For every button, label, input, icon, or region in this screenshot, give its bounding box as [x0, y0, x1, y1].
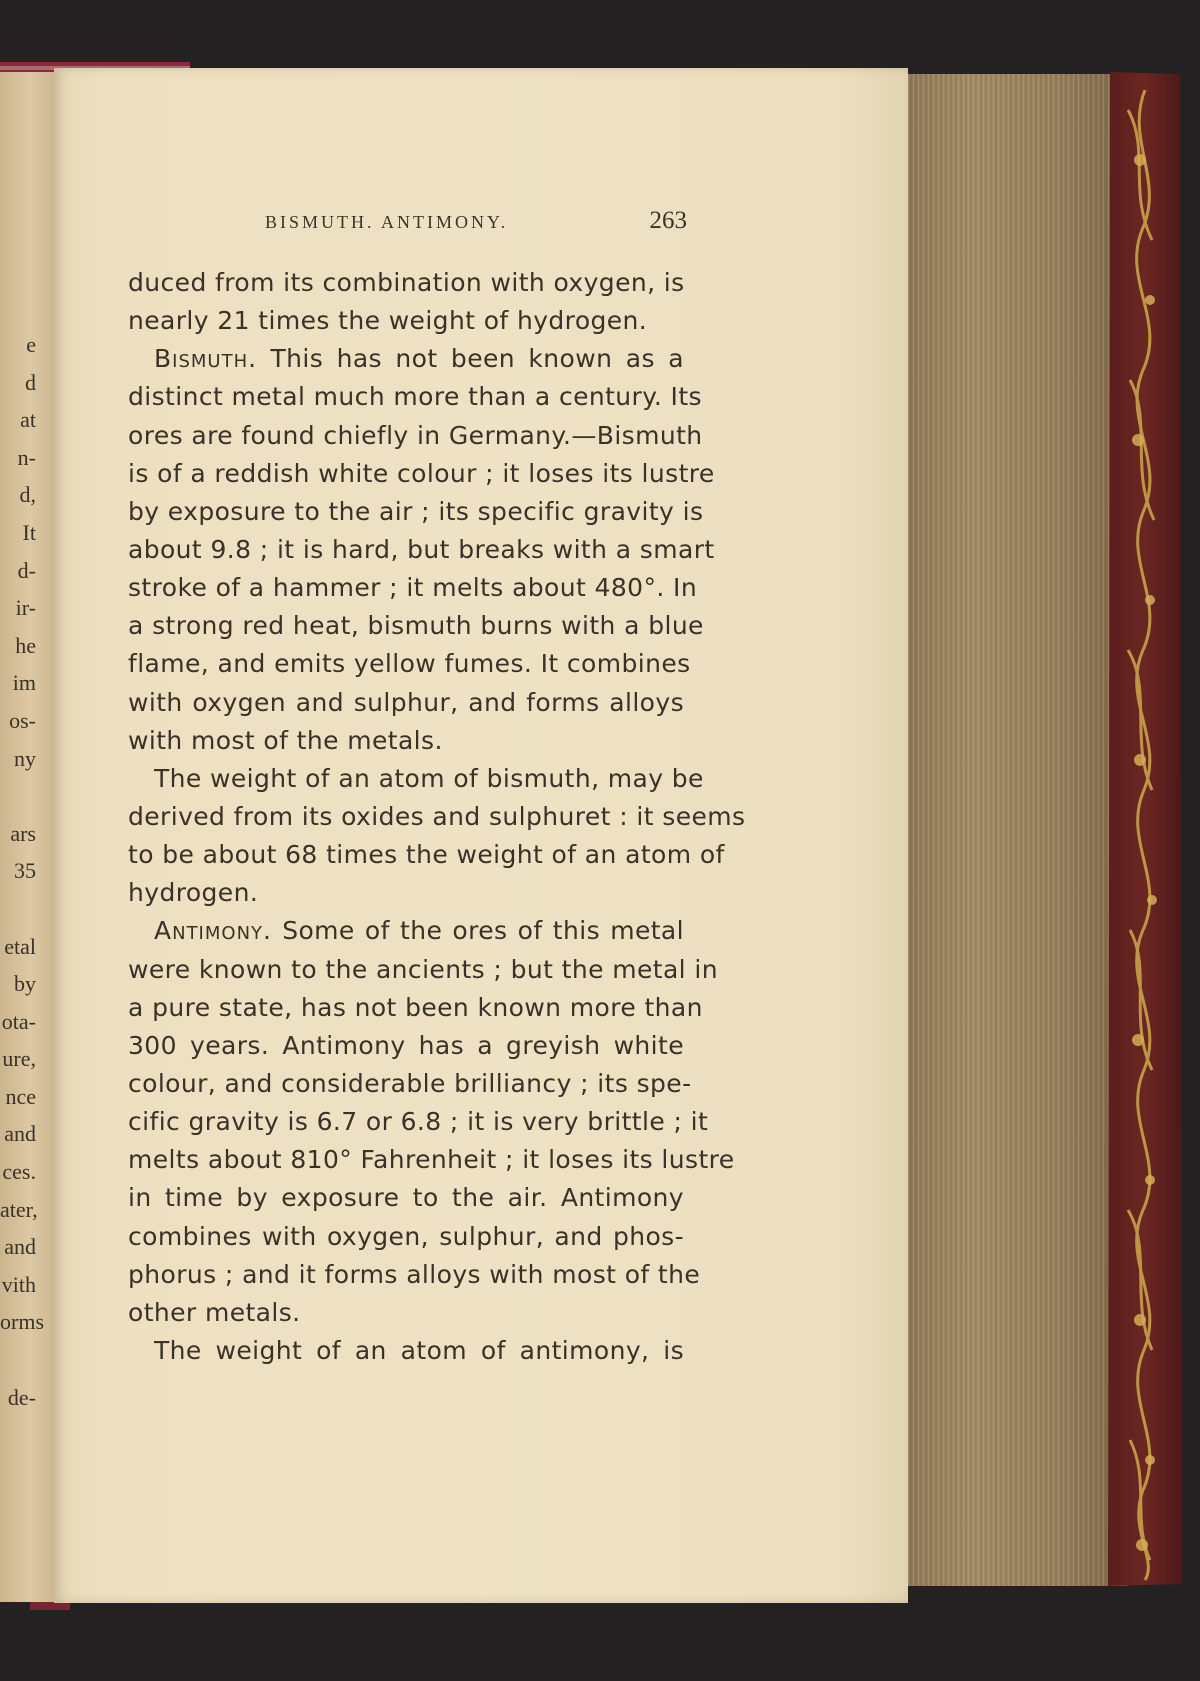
margin-fragment: de-: [7, 1384, 36, 1410]
margin-fragment: ater,: [0, 1196, 38, 1222]
text-line: [128, 798, 746, 836]
line-text: phorus ; and it forms alloys with most of the: [128, 1259, 701, 1289]
margin-fragment: ars: [10, 820, 36, 846]
margin-fragment: etal: [4, 933, 36, 959]
text-line: [128, 760, 704, 798]
text-line: [128, 417, 703, 455]
text-line: [128, 1256, 701, 1294]
text-line: [128, 1294, 684, 1332]
line-text: in time by exposure to the air. Antimony: [128, 1183, 684, 1213]
line-text: The weight of an atom of antimony, is: [154, 1335, 684, 1365]
section-heading: Antimony.: [154, 916, 272, 946]
text-line: [128, 1103, 709, 1141]
line-text: This has not been known as a: [257, 344, 684, 374]
margin-fragment: by: [14, 971, 36, 997]
margin-fragment: os-: [9, 707, 36, 733]
margin-fragment: 35: [14, 858, 36, 884]
margin-fragment: ny: [14, 745, 36, 771]
text-line: [128, 378, 702, 416]
margin-fragment: at: [20, 407, 36, 433]
text-line: [128, 874, 684, 912]
line-text: flame, and emits yellow fumes. It combines: [128, 649, 691, 679]
margin-fragment: im: [12, 670, 36, 696]
margin-fragment: d: [25, 369, 36, 395]
line-text: with most of the metals.: [128, 725, 443, 755]
line-text: Some of the ores of this metal: [271, 916, 684, 946]
margin-fragment: nce: [5, 1083, 36, 1109]
line-text: other metals.: [128, 1297, 301, 1327]
page-number: 263: [649, 207, 687, 234]
text-line: [128, 684, 684, 722]
text-line: [128, 951, 718, 989]
text-line: [128, 569, 698, 607]
text-line: [128, 302, 684, 340]
margin-fragment: ir-: [15, 595, 36, 621]
text-line: [128, 607, 704, 645]
line-text: melts about 810° Fahrenheit ; it loses its lustre: [128, 1145, 735, 1175]
text-line: [128, 912, 684, 950]
margin-fragment: It: [22, 519, 36, 545]
line-text: about 9.8 ; it is hard, but breaks with a smart: [128, 534, 715, 564]
margin-fragment: d,: [19, 482, 36, 508]
text-line: [128, 836, 725, 874]
margin-fragment: and: [4, 1121, 36, 1147]
line-text: to be about 68 times the weight of an atom of: [128, 840, 725, 870]
line-text: a pure state, has not been known more than: [128, 992, 703, 1022]
text-line: [128, 1218, 684, 1256]
margin-fragment: vith: [1, 1271, 36, 1297]
line-text: The weight of an atom of bismuth, may be: [154, 763, 704, 793]
line-text: were known to the ancients ; but the metal in: [128, 954, 718, 984]
text-line: [128, 1332, 684, 1370]
text-line: [128, 340, 684, 378]
text-line: [128, 1141, 735, 1179]
text-line: [128, 989, 703, 1027]
margin-fragment: [0, 1341, 54, 1379]
text-line: [128, 1179, 684, 1217]
text-line: [128, 645, 691, 683]
text-line: [128, 455, 715, 493]
line-text: cific gravity is 6.7 or 6.8 ; it is very brittle ; it: [128, 1107, 709, 1137]
margin-fragment: [0, 890, 54, 928]
line-text: combines with oxygen, sulphur, and phos-: [128, 1221, 684, 1251]
line-text: nearly 21 times the weight of hydrogen.: [128, 306, 648, 336]
text-line: [128, 1027, 684, 1065]
line-text: is of a reddish white colour ; it loses its lustre: [128, 458, 715, 488]
line-text: colour, and considerable brilliancy ; its spe-: [128, 1068, 692, 1098]
margin-fragment: ota-: [1, 1008, 36, 1034]
margin-fragment: e: [26, 332, 36, 357]
line-text: distinct metal much more than a century. Its: [128, 382, 702, 412]
margin-fragment: n-: [17, 444, 36, 470]
line-text: stroke of a hammer ; it melts about 480°. In: [128, 573, 698, 603]
text-line: [128, 493, 704, 531]
line-text: with oxygen and sulphur, and forms alloys: [128, 687, 684, 717]
margin-fragment: ces.: [2, 1159, 36, 1185]
left-page-margin-text: [0, 326, 54, 1416]
body-text: [128, 264, 746, 1370]
margin-fragment: orms: [0, 1309, 44, 1335]
line-text: derived from its oxides and sulphuret : it seems: [128, 801, 746, 831]
running-head: BISMUTH. ANTIMONY.: [265, 212, 509, 232]
text-line: [128, 531, 715, 569]
section-heading: Bismuth.: [154, 344, 258, 374]
margin-fragment: ure,: [2, 1046, 36, 1072]
line-text: hydrogen.: [128, 878, 259, 908]
margin-fragment: d-: [17, 557, 36, 583]
text-line: [128, 264, 684, 302]
margin-fragment: [0, 777, 54, 815]
line-text: ores are found chiefly in Germany.—Bismuth: [128, 420, 703, 450]
text-line: [128, 1065, 692, 1103]
text-line: [128, 722, 684, 760]
line-text: duced from its combination with oxygen, is: [128, 268, 685, 297]
line-text: by exposure to the air ; its specific gravity is: [128, 496, 704, 526]
margin-fragment: and: [4, 1234, 36, 1260]
line-text: 300 years. Antimony has a greyish white: [128, 1030, 684, 1060]
line-text: a strong red heat, bismuth burns with a blue: [128, 611, 704, 641]
left-page: [0, 72, 54, 1602]
margin-fragment: he: [15, 632, 36, 658]
